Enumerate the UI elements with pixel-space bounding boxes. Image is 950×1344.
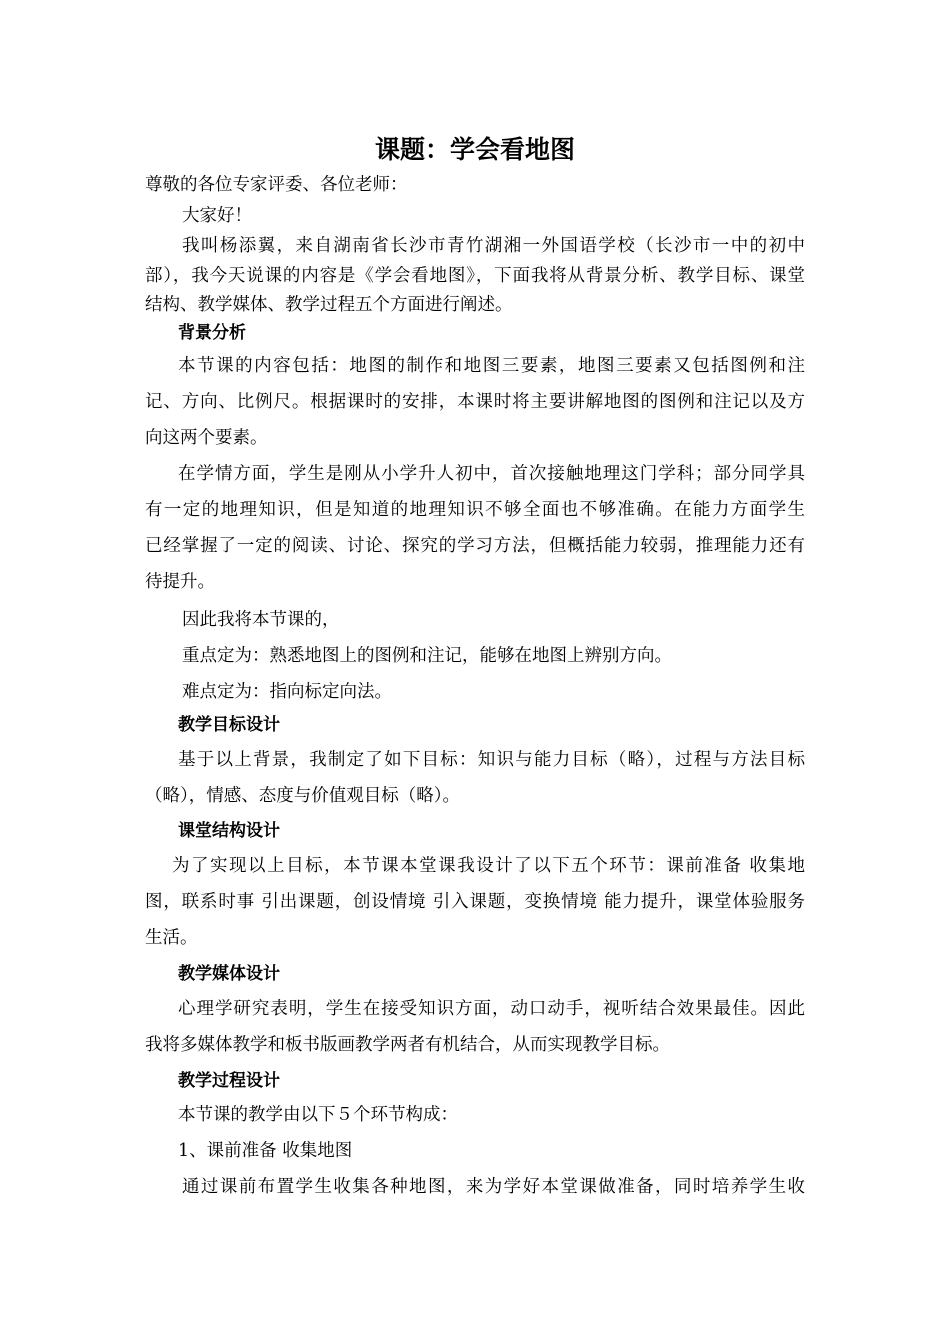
process-step-1-title: 1、课前准备 收集地图	[178, 1141, 353, 1161]
document-title: 课题：学会看地图	[374, 135, 575, 164]
objectives-paragraph-line: 基于以上背景，我制定了如下目标：知识与能力目标（略），过程与方法目标	[178, 750, 805, 770]
structure-paragraph-line: 生活。	[145, 928, 198, 948]
key-point-line: 重点定为：熟悉地图上的图例和注记，能够在地图上辨别方向。	[182, 646, 672, 666]
salutation-line: 尊敬的各位专家评委、各位老师：	[145, 175, 408, 195]
structure-paragraph-line: 为了实现以上目标，本节课本堂课我设计了以下五个环节：课前准备 收集地	[172, 856, 805, 876]
section-heading-process: 教学过程设计	[178, 1071, 280, 1091]
process-intro-line: 本节课的教学由以下５个环节构成：	[178, 1105, 458, 1125]
background-paragraph-line: 向这两个要素。	[145, 428, 268, 448]
media-paragraph-line: 我将多媒体教学和板书版画教学两者有机结合，从而实现教学目标。	[145, 1035, 670, 1055]
difficult-point-line: 难点定为：指向标定向法。	[182, 682, 392, 702]
intro-paragraph-line: 部），我今天说课的内容是《学会看地图》，下面我将从背景分析、教学目标、课堂	[145, 266, 805, 286]
intro-paragraph-line: 我叫杨添翼，来自湖南省长沙市青竹湖湘一外国语学校（长沙市一中的初中	[182, 236, 805, 256]
learner-paragraph-line: 在学情方面，学生是刚从小学升人初中，首次接触地理这门学科；部分同学具	[178, 464, 805, 484]
learner-paragraph-line: 待提升。	[145, 572, 215, 592]
section-heading-media: 教学媒体设计	[178, 964, 280, 984]
process-step-1-line: 通过课前布置学生收集各种地图，来为学好本堂课做准备，同时培养学生收	[182, 1177, 805, 1197]
greeting-line: 大家好！	[182, 206, 252, 226]
section-heading-background: 背景分析	[178, 323, 246, 343]
learner-paragraph-line: 已经掌握了一定的阅读、讨论、探究的学习方法，但概括能力较弱，推理能力还有	[145, 536, 805, 556]
section-heading-objectives: 教学目标设计	[178, 715, 280, 735]
focus-intro-line: 因此我将本节课的，	[182, 610, 340, 630]
background-paragraph-line: 本节课的内容包括：地图的制作和地图三要素，地图三要素又包括图例和注	[178, 356, 805, 376]
intro-paragraph-line: 结构、教学媒体、教学过程五个方面进行阐述。	[145, 295, 513, 315]
background-paragraph-line: 记、方向、比例尺。根据课时的安排，本课时将主要讲解地图的图例和注记以及方	[145, 392, 805, 412]
section-heading-structure: 课堂结构设计	[178, 821, 280, 841]
structure-paragraph-line: 图，联系时事 引出课题，创设情境 引入课题，变换情境 能力提升，课堂体验服务	[145, 892, 805, 912]
learner-paragraph-line: 有一定的地理知识，但是知道的地理知识不够全面也不够准确。在能力方面学生	[145, 500, 805, 520]
objectives-paragraph-line: （略），情感、态度与价值观目标（略）。	[145, 786, 460, 806]
media-paragraph-line: 心理学研究表明，学生在接受知识方面，动口动手，视听结合效果最佳。因此	[178, 999, 805, 1019]
